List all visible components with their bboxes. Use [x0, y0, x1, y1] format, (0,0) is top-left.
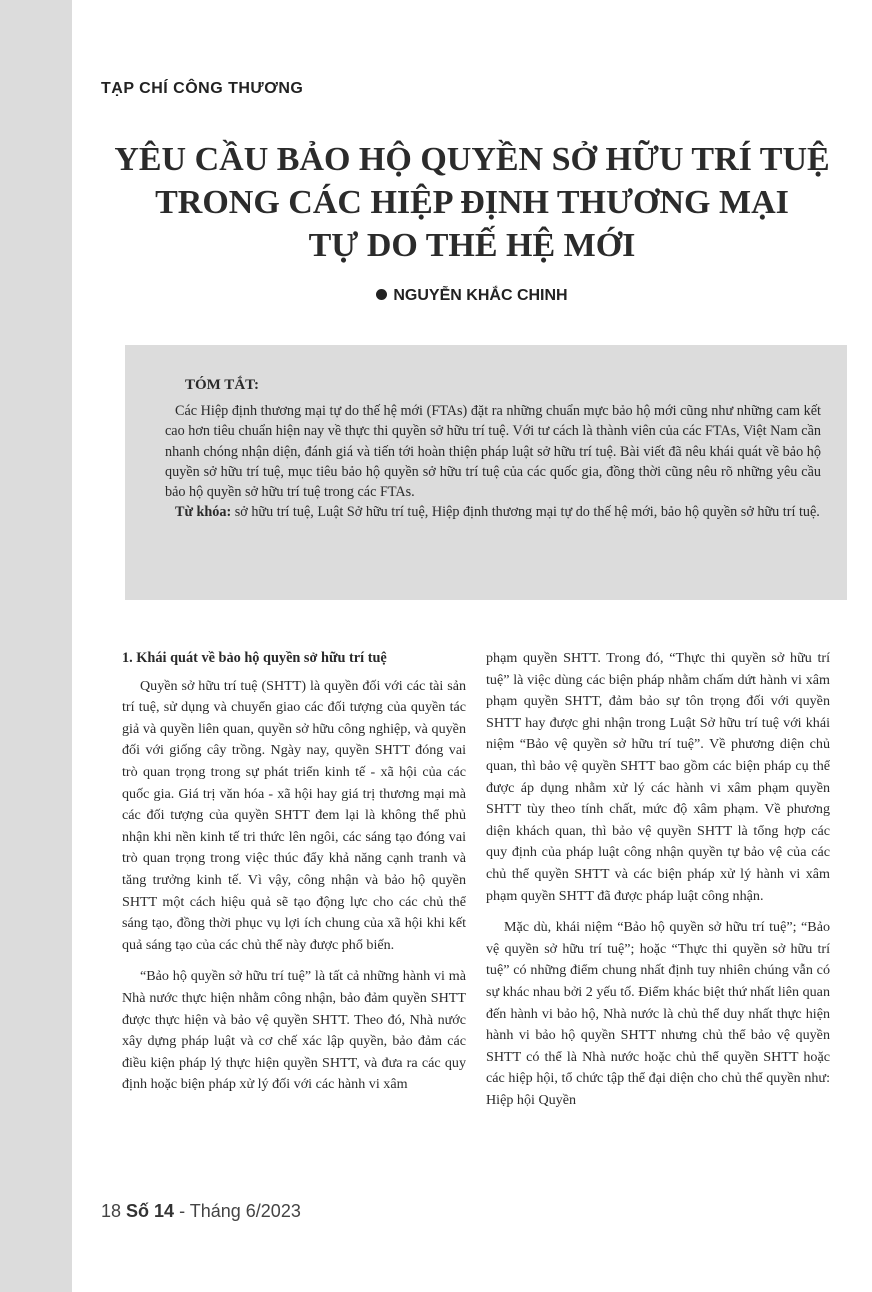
bullet-icon [376, 289, 387, 300]
article-title [72, 138, 872, 267]
page-footer [101, 1201, 301, 1222]
journal-name: TẠP CHÍ CÔNG THƯƠNG [101, 80, 304, 97]
keywords-label: Từ khóa: [175, 504, 232, 521]
section-heading: 1. Khái quát về bảo hộ quyền sở hữu trí tuệ [122, 650, 387, 666]
abstract-heading: TÓM TẮT: [185, 377, 260, 393]
issue-date: - Tháng 6/2023 [174, 1201, 301, 1221]
title-line: YÊU CẦU BẢO HỘ QUYỀN SỞ HỮU TRÍ TUỆ [114, 141, 830, 178]
author-line [72, 287, 872, 305]
author-name: NGUYỄN KHẮC CHINH [393, 287, 568, 304]
issue-number: Số 14 [126, 1201, 175, 1221]
left-column [122, 648, 466, 1106]
body-paragraph: Mặc dù, khái niệm “Bảo hộ quyền sở hữu trí tuệ”; “Bảo vệ quyền sở hữu trí tuệ”; hoặc “Thực thi quyền sở hữu trí tuệ” có những điểm chung nhất định tuy nhiên chúng vẫn có sự khác nhau bởi 2 yếu tố. Điểm khác biệt thứ nhất liên quan đến hành vi bảo hộ, Nhà nước là chủ thể duy nhất thực hiện hành vi bảo hộ quyền SHTT nhưng chủ thể bảo vệ quyền SHTT có thể là Nhà nước hoặc chủ thể quyền SHTT hoặc các hiệp hội, tổ chức tập thể đại diện cho chủ thể quyền như: Hiệp hội Quyền [486, 919, 830, 1108]
abstract-body: Các Hiệp định thương mại tự do thế hệ mới (FTAs) đặt ra những chuẩn mực bảo hộ mới cũng như những cam kết cao hơn tiêu chuẩn hiện nay về thực thi quyền sở hữu trí tuệ. Với tư cách là thành viên của các FTAs, Việt Nam cần nhanh chóng nhận diện, đánh giá và tiến tới hoàn thiện pháp luật sở hữu trí tuệ. Bài viết đã nêu khái quát về bảo hộ quyền sở hữu trí tuệ, mục tiêu bảo hộ quyền sở hữu trí tuệ của các quốc gia, đồng thời cũng nêu rõ những yêu cầu bảo hộ quyền sở hữu trí tuệ trong các FTAs. [165, 403, 821, 501]
abstract-box [125, 345, 847, 600]
page-margin-strip [0, 0, 72, 1292]
right-column [486, 648, 830, 1121]
body-paragraph: phạm quyền SHTT. Trong đó, “Thực thi quyền sở hữu trí tuệ” là việc dùng các biện pháp nhằm chấm dứt hành vi xâm phạm quyền SHTT, đảm bảo sự tôn trọng đối với quyền SHTT hay được ghi nhận trong Luật Sở hữu trí tuệ với khái niệm “Bảo vệ quyền sở hữu trí tuệ”. Về phương diện chủ quan, thì bảo vệ quyền SHTT bao gồm các biện pháp cụ thể được áp dụng nhằm xử lý các hành vi xâm phạm quyền SHTT tùy theo tính chất, mức độ xâm phạm. Về phương diện khách quan, thì bảo vệ quyền SHTT là tổng hợp các quy định của pháp luật công nhận quyền tự bảo vệ của các chủ thể quyền SHTT và các biện pháp xử lý hành vi xâm phạm quyền SHTT đã được pháp luật công nhận. [486, 650, 830, 904]
title-line: TỰ DO THẾ HỆ MỚI [308, 227, 636, 264]
body-paragraph: “Bảo hộ quyền sở hữu trí tuệ” là tất cả những hành vi mà Nhà nước thực hiện nhằm công nhận, bảo đảm quyền SHTT được thực hiện và bảo vệ quyền SHTT. Theo đó, Nhà nước xây dựng pháp luật và cơ chế xác lập quyền, bảo đảm các điều kiện pháp lý thực hiện quyền SHTT, và đưa ra các quy định hoặc biện pháp xử lý đối với các hành vi xâm [122, 968, 466, 1093]
body-paragraph: Quyền sở hữu trí tuệ (SHTT) là quyền đối với các tài sản trí tuệ, sử dụng và chuyển giao các đối tượng của quyền tác giả và quyền liên quan, quyền sở hữu công nghiệp, và quyền đối với giống cây trồng. Ngày nay, quyền SHTT đóng vai trò quan trọng trong sự phát triển kinh tế - xã hội của các quốc gia. Giá trị văn hóa - xã hội hay giá trị thương mại mà các đối tượng của quyền SHTT đem lại là không thể phủ nhận khi nền kinh tế tri thức lên ngôi, các sáng tạo đóng vai trò quan trọng trong việc thúc đẩy khả năng cạnh tranh và tăng trưởng kinh tế. Vì vậy, công nhận và bảo hộ quyền SHTT một cách hiệu quả sẽ tạo động lực cho các chủ thể sáng tạo, đồng thời phục vụ lợi ích chung của xã hội khi kết quả sáng tạo của các chủ thể này được phổ biến. [122, 677, 466, 953]
title-line: TRONG CÁC HIỆP ĐỊNH THƯƠNG MẠI [155, 184, 789, 221]
page-number: 18 [101, 1201, 122, 1221]
keywords-text: sở hữu trí tuệ, Luật Sở hữu trí tuệ, Hiệp định thương mại tự do thế hệ mới, bảo hộ quyền sở hữu trí tuệ. [231, 504, 820, 521]
keywords-line [165, 502, 821, 522]
